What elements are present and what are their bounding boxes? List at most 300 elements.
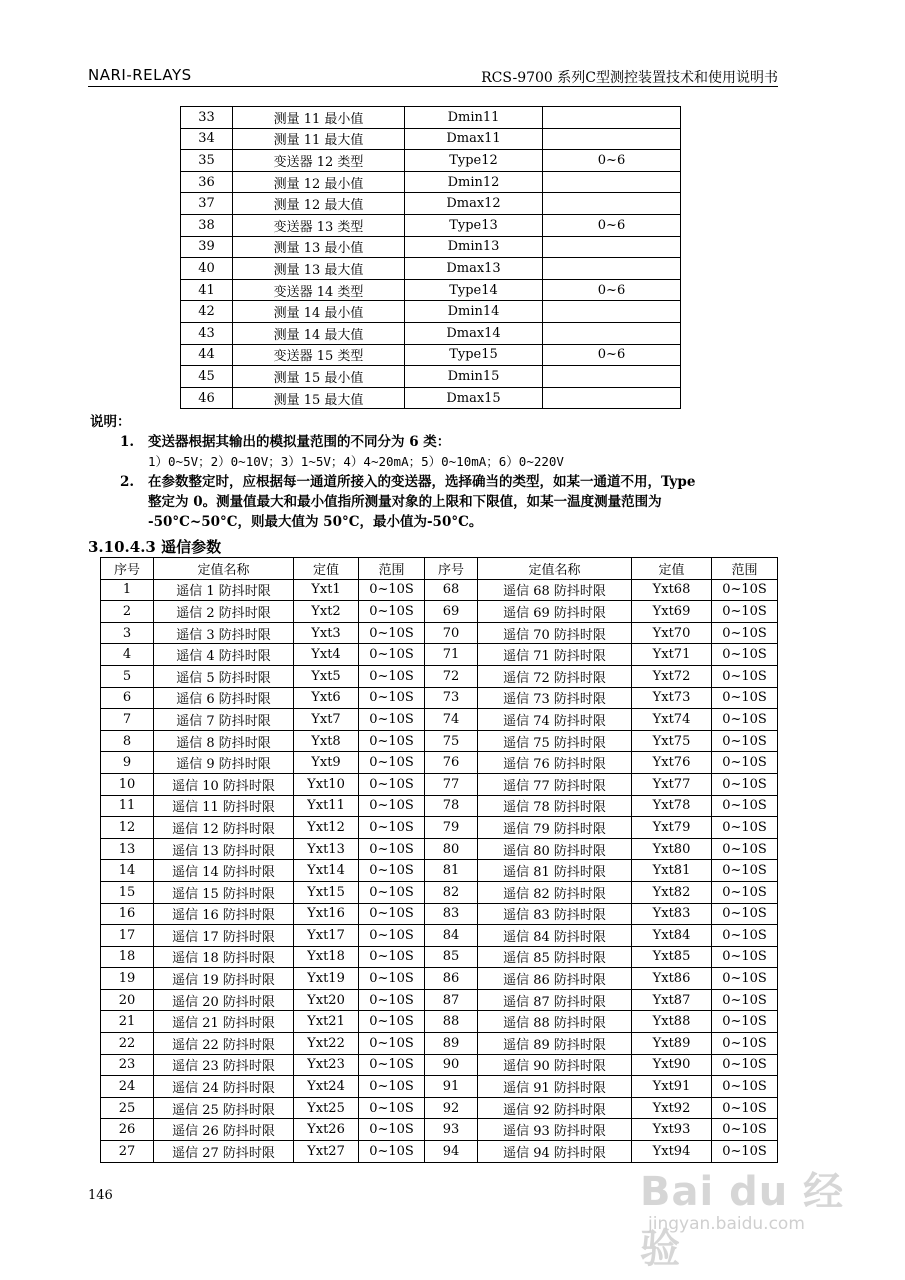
table-row <box>101 1033 778 1055</box>
table-row <box>181 344 681 366</box>
table-cell-setting-range-right: 0~10S <box>712 903 778 925</box>
table-cell-setting-name-right: 遥信 85 防抖时限 <box>478 946 632 968</box>
table-cell-row-number: 39 <box>181 236 233 258</box>
table-cell-setting-range-right: 0~10S <box>712 1097 778 1119</box>
table-cell-setting-code: Yxt4 <box>294 644 359 666</box>
table-row <box>181 366 681 388</box>
table-cell-setting-name: 测量 13 最小值 <box>233 236 405 258</box>
column-header: 序号 <box>101 558 154 580</box>
table-cell-setting-name: 遥信 9 防抖时限 <box>154 752 294 774</box>
table-cell-setting-code: Dmax12 <box>405 193 543 215</box>
table-cell-setting-code: Yxt14 <box>294 860 359 882</box>
table-cell-setting-name: 遥信 24 防抖时限 <box>154 1076 294 1098</box>
watermark-url: jingyan.baidu.com <box>648 1214 805 1234</box>
table-cell-setting-name: 测量 11 最小值 <box>233 107 405 129</box>
table-cell-setting-code: Yxt22 <box>294 1033 359 1055</box>
table-cell-setting-name: 遥信 20 防抖时限 <box>154 989 294 1011</box>
table-cell-setting-range-right: 0~10S <box>712 968 778 990</box>
table-cell-setting-name: 变送器 12 类型 <box>233 150 405 172</box>
table-row <box>101 752 778 774</box>
table-cell-setting-name: 遥信 10 防抖时限 <box>154 773 294 795</box>
table-cell-setting-code-right: Yxt73 <box>632 687 712 709</box>
table-cell-row-number-right: 82 <box>425 881 478 903</box>
table-cell-setting-range: 0~10S <box>359 687 425 709</box>
table-cell-setting-range-right: 0~10S <box>712 795 778 817</box>
table-cell-row-number-right: 72 <box>425 665 478 687</box>
table-cell-row-number: 34 <box>181 128 233 150</box>
table-cell-setting-code-right: Yxt70 <box>632 622 712 644</box>
table-cell-setting-code: Yxt21 <box>294 1011 359 1033</box>
table-cell-row-number-right: 92 <box>425 1097 478 1119</box>
table-cell-setting-code: Yxt5 <box>294 665 359 687</box>
section-title: 3.10.4.3 遥信参数 <box>88 538 222 556</box>
table-cell-setting-code-right: Yxt72 <box>632 665 712 687</box>
table-row <box>101 795 778 817</box>
table-cell-setting-name-right: 遥信 78 防抖时限 <box>478 795 632 817</box>
table-cell-setting-range: 0~10S <box>359 838 425 860</box>
table-cell-setting-name: 测量 11 最大值 <box>233 128 405 150</box>
table-row <box>101 817 778 839</box>
table-cell-row-number: 7 <box>101 709 154 731</box>
table-cell-setting-code: Dmax15 <box>405 387 543 409</box>
table-cell-setting-range: 0~6 <box>543 150 681 172</box>
table-cell-setting-code: Yxt15 <box>294 881 359 903</box>
watermark <box>640 1160 870 1272</box>
table-cell-setting-range: 0~10S <box>359 579 425 601</box>
table-cell-row-number: 1 <box>101 579 154 601</box>
note-item-2-continuation-2: -50°C~50°C，则最大值为 50°C，最小值为-50°C。 <box>148 514 483 530</box>
table-cell-row-number-right: 93 <box>425 1119 478 1141</box>
note-item-1-number: 1. <box>120 434 135 450</box>
table-cell-setting-range-right: 0~10S <box>712 730 778 752</box>
column-header: 定值 <box>294 558 359 580</box>
column-header: 范围 <box>712 558 778 580</box>
table-cell-row-number: 9 <box>101 752 154 774</box>
table-cell-setting-code-right: Yxt87 <box>632 989 712 1011</box>
table-cell-setting-name: 遥信 5 防抖时限 <box>154 665 294 687</box>
table-cell-setting-range-right: 0~10S <box>712 1076 778 1098</box>
table-cell-row-number: 19 <box>101 968 154 990</box>
table-cell-setting-code: Dmin15 <box>405 366 543 388</box>
note-item-1-text: 变送器根据其输出的模拟量范围的不同分为 6 类： <box>148 434 451 450</box>
transmitter-params-table <box>180 106 681 409</box>
table-cell-setting-name-right: 遥信 92 防抖时限 <box>478 1097 632 1119</box>
table-cell-setting-range: 0~10S <box>359 644 425 666</box>
table-cell-setting-code: Type15 <box>405 344 543 366</box>
table-cell-setting-name: 遥信 15 防抖时限 <box>154 881 294 903</box>
table-cell-row-number-right: 84 <box>425 925 478 947</box>
table-cell-setting-name-right: 遥信 88 防抖时限 <box>478 1011 632 1033</box>
table-row <box>101 925 778 947</box>
table-cell-row-number: 23 <box>101 1054 154 1076</box>
table-cell-setting-range: 0~6 <box>543 279 681 301</box>
table-row <box>101 644 778 666</box>
table-cell-row-number: 33 <box>181 107 233 129</box>
table-cell-setting-code: Dmax14 <box>405 322 543 344</box>
table-row <box>181 387 681 409</box>
table-cell-row-number: 4 <box>101 644 154 666</box>
table-cell-setting-name: 遥信 14 防抖时限 <box>154 860 294 882</box>
table-cell-setting-name: 遥信 19 防抖时限 <box>154 968 294 990</box>
table-cell-setting-code: Yxt6 <box>294 687 359 709</box>
note-item-2-number: 2. <box>120 474 135 490</box>
table-row <box>181 301 681 323</box>
table-cell-setting-code: Yxt23 <box>294 1054 359 1076</box>
table-cell-setting-code: Yxt9 <box>294 752 359 774</box>
table-cell-setting-range: 0~10S <box>359 773 425 795</box>
table-row <box>181 322 681 344</box>
table-cell-row-number-right: 85 <box>425 946 478 968</box>
table-cell-setting-code: Dmin12 <box>405 171 543 193</box>
table-cell-setting-name-right: 遥信 73 防抖时限 <box>478 687 632 709</box>
table-cell-setting-code: Yxt8 <box>294 730 359 752</box>
table-cell-setting-name-right: 遥信 71 防抖时限 <box>478 644 632 666</box>
table-cell-setting-range: 0~10S <box>359 665 425 687</box>
table-cell-setting-range <box>543 107 681 129</box>
table-cell-row-number: 25 <box>101 1097 154 1119</box>
table-cell-setting-code-right: Yxt91 <box>632 1076 712 1098</box>
table-cell-setting-code: Dmin14 <box>405 301 543 323</box>
table-cell-setting-range <box>543 301 681 323</box>
table-cell-setting-range: 0~10S <box>359 1011 425 1033</box>
notes-block <box>90 412 790 532</box>
table-cell-setting-name-right: 遥信 72 防抖时限 <box>478 665 632 687</box>
table-row <box>101 946 778 968</box>
table-row <box>181 236 681 258</box>
table-cell-setting-code: Yxt17 <box>294 925 359 947</box>
table-cell-setting-range <box>543 193 681 215</box>
table-row <box>101 709 778 731</box>
table-cell-setting-range: 0~10S <box>359 989 425 1011</box>
table-row <box>101 1097 778 1119</box>
table-cell-row-number: 16 <box>101 903 154 925</box>
table-cell-setting-name-right: 遥信 74 防抖时限 <box>478 709 632 731</box>
table-cell-setting-range <box>543 236 681 258</box>
table-cell-setting-range: 0~10S <box>359 622 425 644</box>
table-cell-row-number-right: 88 <box>425 1011 478 1033</box>
table-cell-setting-range-right: 0~10S <box>712 644 778 666</box>
table-cell-setting-range <box>543 128 681 150</box>
table-cell-setting-range: 0~10S <box>359 1076 425 1098</box>
table-row <box>101 1141 778 1163</box>
table-cell-row-number: 21 <box>101 1011 154 1033</box>
table-cell-setting-code-right: Yxt71 <box>632 644 712 666</box>
table-cell-setting-code-right: Yxt82 <box>632 881 712 903</box>
table-cell-setting-range-right: 0~10S <box>712 665 778 687</box>
table-cell-setting-code: Yxt3 <box>294 622 359 644</box>
page-number: 146 <box>88 1188 113 1203</box>
table-cell-row-number: 37 <box>181 193 233 215</box>
table-cell-setting-range: 0~10S <box>359 1119 425 1141</box>
table-cell-setting-code-right: Yxt76 <box>632 752 712 774</box>
table-cell-setting-code-right: Yxt75 <box>632 730 712 752</box>
table-cell-setting-code: Yxt11 <box>294 795 359 817</box>
table-cell-setting-code: Yxt19 <box>294 968 359 990</box>
table-cell-setting-code-right: Yxt86 <box>632 968 712 990</box>
table-cell-row-number-right: 83 <box>425 903 478 925</box>
table-cell-setting-name-right: 遥信 89 防抖时限 <box>478 1033 632 1055</box>
table-cell-row-number: 20 <box>101 989 154 1011</box>
table-cell-setting-name: 测量 15 最大值 <box>233 387 405 409</box>
table-cell-setting-code: Yxt27 <box>294 1141 359 1163</box>
table-cell-row-number: 6 <box>101 687 154 709</box>
table-cell-row-number: 44 <box>181 344 233 366</box>
table-cell-setting-code-right: Yxt74 <box>632 709 712 731</box>
table-cell-row-number-right: 73 <box>425 687 478 709</box>
table-row <box>181 171 681 193</box>
table-cell-setting-name: 遥信 17 防抖时限 <box>154 925 294 947</box>
table-cell-setting-range-right: 0~10S <box>712 1141 778 1163</box>
table-cell-setting-range: 0~10S <box>359 752 425 774</box>
table-cell-setting-name: 遥信 26 防抖时限 <box>154 1119 294 1141</box>
table-cell-row-number: 40 <box>181 258 233 280</box>
table-cell-setting-code-right: Yxt93 <box>632 1119 712 1141</box>
table-cell-setting-code: Dmax13 <box>405 258 543 280</box>
table-cell-row-number: 26 <box>101 1119 154 1141</box>
table-cell-row-number: 17 <box>101 925 154 947</box>
table-row <box>181 214 681 236</box>
table-cell-row-number: 12 <box>101 817 154 839</box>
table-cell-setting-code-right: Yxt90 <box>632 1054 712 1076</box>
note-item-2 <box>90 472 790 492</box>
table-cell-setting-range-right: 0~10S <box>712 860 778 882</box>
table-cell-setting-code-right: Yxt78 <box>632 795 712 817</box>
table-cell-setting-name: 遥信 27 防抖时限 <box>154 1141 294 1163</box>
table-cell-setting-code-right: Yxt68 <box>632 579 712 601</box>
table-cell-setting-code-right: Yxt92 <box>632 1097 712 1119</box>
table-cell-setting-range: 0~10S <box>359 795 425 817</box>
table-cell-row-number-right: 81 <box>425 860 478 882</box>
table-cell-setting-code: Yxt20 <box>294 989 359 1011</box>
table-row <box>181 107 681 129</box>
table-cell-setting-name: 遥信 4 防抖时限 <box>154 644 294 666</box>
table-cell-row-number-right: 94 <box>425 1141 478 1163</box>
table-cell-setting-range: 0~10S <box>359 946 425 968</box>
table-cell-setting-name-right: 遥信 81 防抖时限 <box>478 860 632 882</box>
table-row <box>101 968 778 990</box>
table-row <box>101 773 778 795</box>
table-cell-row-number: 36 <box>181 171 233 193</box>
table-row <box>101 860 778 882</box>
table-cell-setting-name: 遥信 25 防抖时限 <box>154 1097 294 1119</box>
table-cell-setting-code: Type14 <box>405 279 543 301</box>
note-item-1-types: 1）0~5V；2）0~10V；3）1~5V；4）4~20mA；5）0~10mA；6）0~220V <box>148 454 564 469</box>
table-cell-row-number: 18 <box>101 946 154 968</box>
table-cell-setting-code: Yxt24 <box>294 1076 359 1098</box>
column-header: 定值名称 <box>478 558 632 580</box>
table-cell-row-number: 11 <box>101 795 154 817</box>
table-cell-setting-name: 遥信 11 防抖时限 <box>154 795 294 817</box>
table-cell-setting-name: 测量 14 最大值 <box>233 322 405 344</box>
table-cell-setting-code: Yxt13 <box>294 838 359 860</box>
table-cell-setting-range-right: 0~10S <box>712 709 778 731</box>
column-header: 范围 <box>359 558 425 580</box>
table-cell-setting-name: 遥信 2 防抖时限 <box>154 601 294 623</box>
table-cell-row-number-right: 70 <box>425 622 478 644</box>
table-cell-setting-range: 0~10S <box>359 903 425 925</box>
table-cell-setting-name-right: 遥信 70 防抖时限 <box>478 622 632 644</box>
table-cell-row-number-right: 78 <box>425 795 478 817</box>
table-cell-setting-name: 变送器 15 类型 <box>233 344 405 366</box>
table-cell-row-number: 2 <box>101 601 154 623</box>
table-cell-setting-name: 遥信 13 防抖时限 <box>154 838 294 860</box>
table-cell-setting-code-right: Yxt77 <box>632 773 712 795</box>
table-cell-setting-code-right: Yxt89 <box>632 1033 712 1055</box>
table-cell-setting-code-right: Yxt80 <box>632 838 712 860</box>
table-row <box>181 150 681 172</box>
table-cell-setting-name: 遥信 12 防抖时限 <box>154 817 294 839</box>
column-header: 定值名称 <box>154 558 294 580</box>
table-cell-setting-code: Dmin11 <box>405 107 543 129</box>
table-cell-row-number: 24 <box>101 1076 154 1098</box>
table-cell-setting-code: Type13 <box>405 214 543 236</box>
table-cell-row-number-right: 86 <box>425 968 478 990</box>
table-cell-row-number-right: 71 <box>425 644 478 666</box>
table-cell-row-number: 42 <box>181 301 233 323</box>
table-cell-setting-name-right: 遥信 75 防抖时限 <box>478 730 632 752</box>
table-cell-setting-range <box>543 171 681 193</box>
table-cell-row-number: 27 <box>101 1141 154 1163</box>
table-cell-setting-range: 0~10S <box>359 1141 425 1163</box>
table-cell-row-number-right: 80 <box>425 838 478 860</box>
table-cell-row-number-right: 79 <box>425 817 478 839</box>
table-cell-setting-name-right: 遥信 69 防抖时限 <box>478 601 632 623</box>
table-cell-row-number-right: 75 <box>425 730 478 752</box>
table-cell-row-number: 22 <box>101 1033 154 1055</box>
table-cell-setting-range-right: 0~10S <box>712 817 778 839</box>
table-cell-setting-range: 0~10S <box>359 817 425 839</box>
table-cell-setting-range-right: 0~10S <box>712 946 778 968</box>
table-cell-setting-code: Dmin13 <box>405 236 543 258</box>
table-cell-row-number: 10 <box>101 773 154 795</box>
table-cell-setting-code: Yxt2 <box>294 601 359 623</box>
table-row <box>101 881 778 903</box>
table-cell-setting-range: 0~6 <box>543 344 681 366</box>
table-cell-row-number-right: 77 <box>425 773 478 795</box>
table-cell-setting-range-right: 0~10S <box>712 881 778 903</box>
table-cell-row-number: 41 <box>181 279 233 301</box>
table-cell-setting-range: 0~10S <box>359 968 425 990</box>
table-cell-setting-name-right: 遥信 76 防抖时限 <box>478 752 632 774</box>
table-cell-setting-name: 变送器 13 类型 <box>233 214 405 236</box>
note-item-2-text: 在参数整定时，应根据每一通道所接入的变送器，选择确当的类型，如某一通道不用，Type <box>148 474 696 490</box>
table-cell-setting-name: 遥信 16 防抖时限 <box>154 903 294 925</box>
table-row <box>101 687 778 709</box>
table-row <box>101 903 778 925</box>
header-brand: NARI-RELAYS <box>88 66 192 84</box>
table-cell-row-number: 3 <box>101 622 154 644</box>
table-cell-setting-code-right: Yxt83 <box>632 903 712 925</box>
table-cell-setting-name-right: 遥信 90 防抖时限 <box>478 1054 632 1076</box>
table-cell-setting-range <box>543 387 681 409</box>
table-cell-setting-name: 变送器 14 类型 <box>233 279 405 301</box>
table-cell-setting-name: 测量 15 最小值 <box>233 366 405 388</box>
table-cell-setting-name-right: 遥信 80 防抖时限 <box>478 838 632 860</box>
note-item-1 <box>90 432 790 452</box>
table-header-row <box>101 558 778 580</box>
table-row <box>181 128 681 150</box>
table-cell-setting-code-right: Yxt88 <box>632 1011 712 1033</box>
table-cell-row-number: 14 <box>101 860 154 882</box>
table-cell-setting-range: 0~10S <box>359 1097 425 1119</box>
table-cell-setting-name: 测量 14 最小值 <box>233 301 405 323</box>
note-item-2-continuation-1: 整定为 0。测量值最大和最小值指所测量对象的上限和下限值，如某一温度测量范围为 <box>148 494 662 510</box>
table-cell-row-number-right: 76 <box>425 752 478 774</box>
table-cell-setting-name-right: 遥信 82 防抖时限 <box>478 881 632 903</box>
table-row <box>181 193 681 215</box>
table-cell-setting-code: Yxt18 <box>294 946 359 968</box>
table-cell-setting-range: 0~10S <box>359 860 425 882</box>
notes-title: 说明： <box>90 414 131 430</box>
table-cell-setting-name: 遥信 3 防抖时限 <box>154 622 294 644</box>
table-cell-row-number: 5 <box>101 665 154 687</box>
table-cell-setting-name: 遥信 22 防抖时限 <box>154 1033 294 1055</box>
table-cell-setting-name-right: 遥信 86 防抖时限 <box>478 968 632 990</box>
table-cell-setting-range: 0~10S <box>359 881 425 903</box>
column-header: 定值 <box>632 558 712 580</box>
table-cell-setting-name-right: 遥信 77 防抖时限 <box>478 773 632 795</box>
table-cell-row-number-right: 91 <box>425 1076 478 1098</box>
table-cell-setting-code: Yxt1 <box>294 579 359 601</box>
table-row <box>101 1011 778 1033</box>
table-cell-row-number-right: 87 <box>425 989 478 1011</box>
table-cell-setting-name: 遥信 18 防抖时限 <box>154 946 294 968</box>
table-row <box>101 1076 778 1098</box>
table-cell-setting-name: 遥信 7 防抖时限 <box>154 709 294 731</box>
table-row <box>181 258 681 280</box>
table-cell-setting-name-right: 遥信 87 防抖时限 <box>478 989 632 1011</box>
table-cell-setting-code: Yxt12 <box>294 817 359 839</box>
table-cell-setting-range-right: 0~10S <box>712 622 778 644</box>
table-cell-row-number-right: 74 <box>425 709 478 731</box>
table-row <box>101 1054 778 1076</box>
table-cell-setting-range: 0~10S <box>359 1033 425 1055</box>
table-cell-setting-code-right: Yxt94 <box>632 1141 712 1163</box>
table-cell-setting-code-right: Yxt85 <box>632 946 712 968</box>
table-cell-setting-name: 遥信 23 防抖时限 <box>154 1054 294 1076</box>
table-cell-setting-range-right: 0~10S <box>712 1011 778 1033</box>
table-row <box>101 838 778 860</box>
table-cell-setting-range: 0~10S <box>359 1054 425 1076</box>
table-cell-setting-name: 测量 12 最小值 <box>233 171 405 193</box>
table-cell-setting-name: 遥信 6 防抖时限 <box>154 687 294 709</box>
header-manual-title: RCS-9700 系列C型测控装置技术和使用说明书 <box>481 70 778 86</box>
column-header: 序号 <box>425 558 478 580</box>
table-cell-setting-code-right: Yxt84 <box>632 925 712 947</box>
watermark-brand: Bai du 经验 <box>640 1169 845 1272</box>
table-cell-setting-code-right: Yxt79 <box>632 817 712 839</box>
table-row <box>101 665 778 687</box>
table-cell-row-number: 43 <box>181 322 233 344</box>
table-cell-setting-name-right: 遥信 83 防抖时限 <box>478 903 632 925</box>
table-cell-setting-code-right: Yxt69 <box>632 601 712 623</box>
table-cell-setting-range-right: 0~10S <box>712 1033 778 1055</box>
table-cell-setting-range-right: 0~10S <box>712 687 778 709</box>
table-row <box>101 579 778 601</box>
table-cell-setting-range <box>543 366 681 388</box>
table-cell-setting-code: Dmax11 <box>405 128 543 150</box>
table-cell-row-number: 35 <box>181 150 233 172</box>
table-cell-row-number: 45 <box>181 366 233 388</box>
table-cell-setting-range-right: 0~10S <box>712 1054 778 1076</box>
table-cell-setting-range: 0~10S <box>359 925 425 947</box>
table-cell-setting-code-right: Yxt81 <box>632 860 712 882</box>
table-cell-row-number: 8 <box>101 730 154 752</box>
table-cell-setting-code: Yxt16 <box>294 903 359 925</box>
table-row <box>101 601 778 623</box>
table-cell-setting-range: 0~10S <box>359 730 425 752</box>
table-cell-setting-name-right: 遥信 94 防抖时限 <box>478 1141 632 1163</box>
